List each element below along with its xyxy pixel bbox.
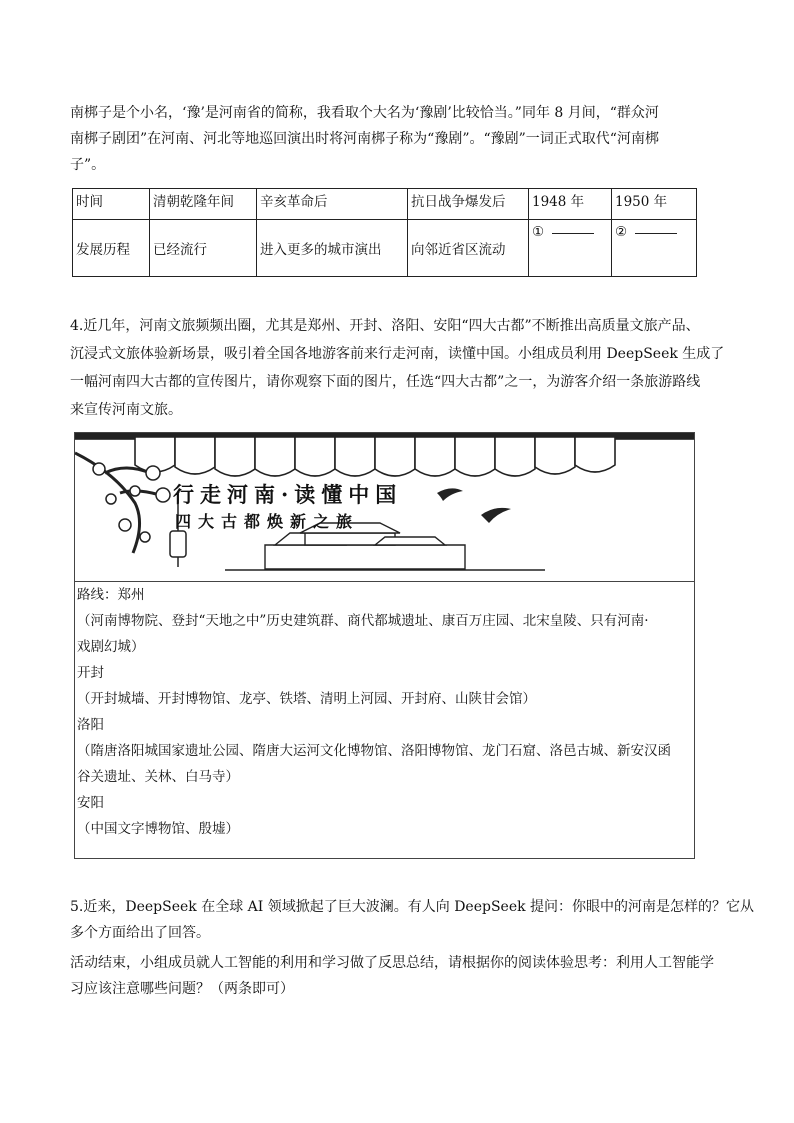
answer-blank-1[interactable] (529, 220, 612, 277)
text-line: 习应该注意哪些问题？（两条即可） (70, 981, 294, 997)
answer-blank-2[interactable] (612, 220, 697, 277)
text-line: 子”。 (70, 157, 106, 173)
blank-number: ① (532, 224, 545, 240)
route-line: 洛阳 (77, 717, 104, 733)
route-line: 戏剧幻城） (77, 639, 145, 655)
banner-subtitle: 四大古都焕新之旅 (175, 512, 360, 531)
text-line: 4.近几年，河南文旅频频出圈，尤其是郑州、开封、洛阳、安阳“四大古都”不断推出高质量文旅产品、 (70, 318, 700, 334)
route-line: （开封城墙、开封博物馆、龙亭、铁塔、清明上河园、开封府、山陕甘会馆） (77, 691, 536, 707)
blank-line (635, 232, 677, 234)
text-line: 沉浸式文旅体验新场景，吸引着全国各地游客前来行走河南，读懂中国。小组成员利用 DeepSeek 生成了 (70, 346, 725, 362)
promo-route-box (74, 432, 695, 859)
table-cell: 1950 年 (612, 189, 697, 220)
route-line: （河南博物院、登封“天地之中”历史建筑群、商代都城遗址、康百万庄园、北宋皇陵、只有河南· (77, 613, 649, 629)
table-cell: 时间 (73, 189, 150, 220)
table-cell: 抗日战争爆发后 (408, 189, 529, 220)
table-cell: 进入更多的城市演出 (257, 220, 408, 277)
table-cell: 发展历程 (73, 220, 150, 277)
table-cell: 已经流行 (150, 220, 257, 277)
text-line: 南梆子剧团”在河南、河北等地巡回演出时将河南梆子称为“豫剧”。“豫剧”一词正式取代“河南梆 (70, 131, 659, 147)
table-cell: 向邻近省区流动 (408, 220, 529, 277)
route-line: （隋唐洛阳城国家遗址公园、隋唐大运河文化博物馆、洛阳博物馆、龙门石窟、洛邑古城、新安汉函 (77, 743, 671, 759)
table-cell: 1948 年 (529, 189, 612, 220)
text-line: 5.近来，DeepSeek 在全球 AI 领域掀起了巨大波澜。有人向 DeepSeek 提问：你眼中的河南是怎样的？它从 (70, 899, 755, 915)
route-line: 谷关遗址、关林、白马寺） (77, 769, 239, 785)
table-header-row (73, 189, 697, 220)
promo-banner-image (75, 433, 694, 582)
table-row (73, 220, 697, 277)
route-line: 路线：郑州 (77, 587, 145, 603)
table-cell: 辛亥革命后 (257, 189, 408, 220)
intro-paragraph (70, 100, 730, 178)
question-5 (70, 894, 755, 1002)
route-list (77, 582, 689, 842)
route-line: 安阳 (77, 795, 104, 811)
text-line: 一幅河南四大古都的宣传图片，请你观察下面的图片，任选“四大古都”之一，为游客介绍一条旅游路线 (70, 374, 701, 390)
table-cell: 清朝乾隆年间 (150, 189, 257, 220)
text-line: 多个方面给出了回答。 (70, 925, 210, 941)
text-line: 南梆子是个小名，‘豫’是河南省的简称，我看取个大名为‘豫剧’比较恰当。”同年 8 月间，“群众河 (70, 105, 659, 121)
text-line: 活动结束，小组成员就人工智能的利用和学习做了反思总结，请根据你的阅读体验思考：利用人工智能学 (70, 955, 714, 971)
history-table (72, 188, 697, 277)
route-line: （中国文字博物馆、殷墟） (77, 821, 239, 837)
text-line: 来宣传河南文旅。 (70, 402, 182, 418)
blank-number: ② (615, 224, 628, 240)
blank-line (552, 232, 594, 234)
banner-title: 行走河南·读懂中国 (173, 482, 403, 507)
question-4 (70, 312, 730, 424)
route-line: 开封 (77, 665, 104, 681)
